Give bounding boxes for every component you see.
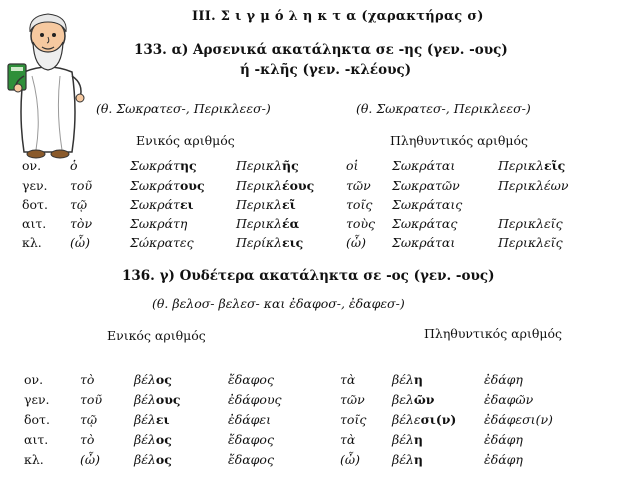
- edafos-plural: ἐδαφῶν: [484, 392, 534, 407]
- ancient-greek-sage-icon: [2, 2, 94, 162]
- periklis-singular-part: εις: [281, 235, 304, 250]
- sokratis-plural-part: Σωκράταις: [392, 197, 463, 212]
- periklis-singular-part: ῆς: [281, 158, 299, 173]
- article-plural: (ὦ): [346, 235, 366, 250]
- edafos-plural: ἐδάφη: [484, 432, 523, 447]
- sokratis-singular-part: ει: [179, 197, 194, 212]
- periklis-singular: [236, 158, 299, 173]
- belos-singular-part: βέλ: [134, 392, 156, 407]
- edafos-singular: ἐδάφει: [228, 412, 272, 427]
- periklis-singular-part: εῖ: [281, 197, 296, 212]
- sokratis-plural: [392, 235, 455, 250]
- article-singular: (ὦ): [70, 235, 90, 250]
- belos-singular-part: βέλ: [134, 372, 156, 387]
- belos-plural: [392, 412, 456, 427]
- belos-plural-part: βέλ: [392, 372, 414, 387]
- plural-label-136: Πληθυντικός αριθμός: [424, 326, 563, 341]
- edafos-plural: ἐδάφεσι(ν): [484, 412, 553, 427]
- belos-singular: [134, 432, 172, 447]
- periklis-singular: [236, 216, 299, 231]
- sokratis-singular: [130, 197, 194, 212]
- sokratis-singular-part: ους: [179, 178, 205, 193]
- periklis-plural: [498, 158, 565, 173]
- case-label: αιτ.: [22, 216, 47, 231]
- belos-plural-part: βέλε: [392, 412, 421, 427]
- theme-136: (θ. βελοσ- βελεσ- και ἐδαφοσ-, ἐδαφεσ-): [152, 296, 405, 311]
- sokratis-singular: [130, 235, 194, 250]
- sokratis-plural: [392, 178, 460, 193]
- periklis-singular-part: έα: [281, 216, 300, 231]
- case-label: δοτ.: [22, 197, 48, 212]
- sokratis-plural-part: Σωκράτας: [392, 216, 458, 231]
- belos-singular: [134, 412, 170, 427]
- belos-singular-part: ος: [155, 432, 172, 447]
- edafos-plural: ἐδάφη: [484, 372, 523, 387]
- singular-label-136: Ενικός αριθμός: [107, 328, 206, 343]
- article-singular: τῷ: [70, 197, 88, 212]
- belos-plural: [392, 452, 423, 467]
- sokratis-plural-part: Σωκρατῶν: [392, 178, 460, 193]
- periklis-singular-part: Περικλ: [236, 178, 282, 193]
- case-label: κλ.: [22, 235, 42, 250]
- belos-singular-part: ος: [155, 452, 172, 467]
- periklis-singular: [236, 197, 296, 212]
- article-singular: τῷ: [80, 412, 98, 427]
- case-label: δοτ.: [24, 412, 50, 427]
- article-singular: τὸ: [80, 432, 95, 447]
- article-singular: τὸ: [80, 372, 95, 387]
- theme-left: (θ. Σωκρατεσ-, Περικλεεσ-): [96, 101, 271, 116]
- article-singular: τοῦ: [80, 392, 103, 407]
- sokratis-singular-part: Σωκράτ: [130, 158, 180, 173]
- sokratis-singular: [130, 178, 205, 193]
- section-header: ΙΙΙ. Σ ι γ μ ό λ η κ τ α (χαρακτήρας σ): [192, 9, 484, 24]
- singular-label-133: Ενικός αριθμός: [136, 133, 235, 148]
- belos-plural: [392, 392, 434, 407]
- sokratis-singular-part: Σωκράτ: [130, 178, 180, 193]
- belos-singular: [134, 392, 180, 407]
- case-label: αιτ.: [24, 432, 49, 447]
- sokratis-singular: [130, 216, 187, 231]
- periklis-plural-part: εῖς: [543, 158, 566, 173]
- theme-right: (θ. Σωκρατεσ-, Περικλεεσ-): [356, 101, 531, 116]
- periklis-singular-part: έους: [281, 178, 315, 193]
- periklis-plural: [498, 235, 563, 250]
- belos-plural-part: βέλ: [392, 452, 414, 467]
- belos-singular-part: βέλ: [134, 432, 156, 447]
- sokratis-singular-part: ης: [179, 158, 197, 173]
- belos-plural-part: η: [413, 452, 423, 467]
- section-133-title: 133. α) Αρσενικά ακατάληκτα σε -ης (γεν. -ους): [134, 42, 508, 58]
- belos-plural-part: η: [413, 372, 423, 387]
- section-133-subtitle: ή -κλῆς (γεν. -κλέους): [240, 62, 412, 78]
- sokratis-plural-part: Σωκράται: [392, 158, 456, 173]
- sokratis-singular: [130, 158, 197, 173]
- article-plural: οἱ: [346, 158, 359, 173]
- sokratis-singular-part: Σωκράτ: [130, 197, 180, 212]
- periklis-singular: [236, 235, 303, 250]
- article-singular: (ὦ): [80, 452, 100, 467]
- periklis-plural-part: Περικλεῖς: [498, 235, 563, 250]
- sokratis-plural: [392, 197, 462, 212]
- belos-singular: [134, 452, 172, 467]
- periklis-plural-part: Περικλ: [498, 158, 544, 173]
- belos-singular: [134, 372, 172, 387]
- case-label: γεν.: [22, 178, 48, 193]
- belos-plural-part: η: [413, 432, 423, 447]
- edafos-singular: ἔδαφος: [228, 432, 274, 447]
- article-plural: τὰ: [340, 372, 356, 387]
- article-singular: τὸν: [70, 216, 93, 231]
- case-label: γεν.: [24, 392, 50, 407]
- belos-singular-part: ος: [155, 372, 172, 387]
- belos-plural: [392, 432, 423, 447]
- article-plural: τῶν: [346, 178, 371, 193]
- article-singular: τοῦ: [70, 178, 93, 193]
- periklis-singular-part: Περικλ: [236, 197, 282, 212]
- periklis-singular-part: Περίκλ: [236, 235, 282, 250]
- plural-label-133: Πληθυντικός αριθμός: [390, 133, 529, 148]
- periklis-plural-part: Περικλεῖς: [498, 216, 563, 231]
- belos-plural-part: ῶν: [413, 392, 435, 407]
- periklis-singular: [236, 178, 314, 193]
- edafos-singular: ἔδαφος: [228, 452, 274, 467]
- sokratis-plural: [392, 158, 455, 173]
- article-plural: τοῖς: [340, 412, 367, 427]
- belos-singular-part: ους: [155, 392, 181, 407]
- article-plural: τοὺς: [346, 216, 376, 231]
- section-136-title: 136. γ) Ουδέτερα ακατάληκτα σε -ος (γεν. -ους): [122, 268, 495, 284]
- periklis-singular-part: Περικλ: [236, 158, 282, 173]
- case-label: ον.: [22, 158, 42, 173]
- belos-plural: [392, 372, 423, 387]
- case-label: κλ.: [24, 452, 44, 467]
- sokratis-singular-part: Σώκρατες: [130, 235, 194, 250]
- edafos-singular: ἐδάφους: [228, 392, 282, 407]
- periklis-plural-part: Περικλέων: [498, 178, 569, 193]
- article-singular: ὁ: [70, 158, 78, 173]
- sokratis-singular-part: Σωκράτη: [130, 216, 188, 231]
- belos-plural-part: βέλ: [392, 432, 414, 447]
- sokratis-plural: [392, 216, 457, 231]
- article-plural: (ὦ): [340, 452, 360, 467]
- belos-singular-part: βέλ: [134, 412, 156, 427]
- periklis-plural: [498, 216, 563, 231]
- sokratis-plural-part: Σωκράται: [392, 235, 456, 250]
- belos-singular-part: ει: [155, 412, 170, 427]
- article-plural: τοῖς: [346, 197, 373, 212]
- article-plural: τῶν: [340, 392, 365, 407]
- edafos-plural: ἐδάφη: [484, 452, 523, 467]
- periklis-plural: [498, 178, 568, 193]
- edafos-singular: ἔδαφος: [228, 372, 274, 387]
- periklis-singular-part: Περικλ: [236, 216, 282, 231]
- belos-singular-part: βέλ: [134, 452, 156, 467]
- article-plural: τὰ: [340, 432, 356, 447]
- belos-plural-part: βελ: [392, 392, 414, 407]
- belos-plural-part: σι(ν): [420, 412, 457, 427]
- case-label: ον.: [24, 372, 44, 387]
